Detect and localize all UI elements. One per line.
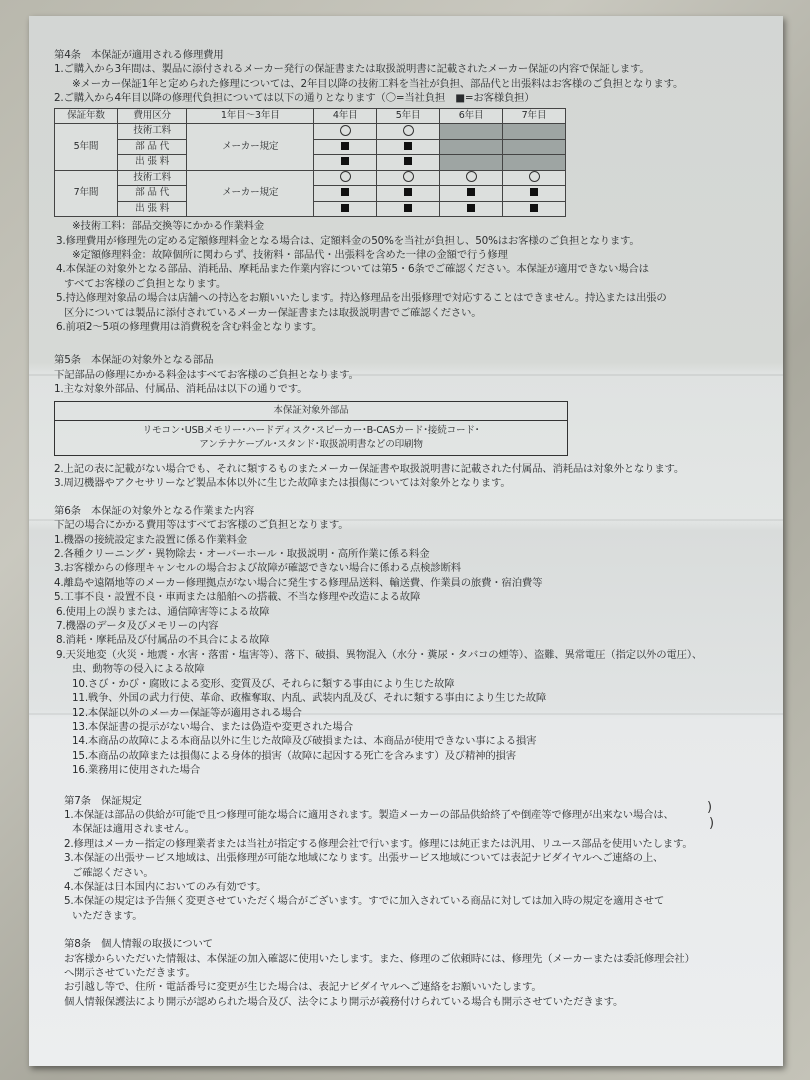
article6-item: 2.各種クリーニング・異物除去・オーバーホール・取扱説明・高所作業に係る料金 — [54, 548, 430, 561]
article8-line: お客様からいただいた情報は、本保証の加入確認に使用いたします。また、修理のご依頼時には、修理先（メーカーまたは委託修理会社） — [64, 952, 695, 965]
circle-icon — [340, 171, 351, 182]
cost-category: 出 張 料 — [117, 201, 186, 217]
article6-item: 6.使用上の誤りまたは、通信障害等による故障 — [56, 605, 270, 618]
article6-item: 1.機器の接続設定また設置に係る作業料金 — [54, 533, 247, 546]
excluded-parts-line: アンテナケーブル･スタンド･取扱説明書などの印刷物 — [199, 439, 423, 450]
circle-icon — [403, 125, 414, 136]
table-header-row — [55, 108, 566, 124]
article4-item4: 4.本保証の対象外となる部品、消耗品、摩耗品また作業内容については第5・6条でご確認ください。本保証が適用できない場合は — [56, 263, 649, 276]
article6-item: 9.天災地変（火災・地震・水害・落雷・塩害等）、落下、破損、異物混入（水分・糞尿・タバコの煙等）、盗難、異常電圧（指定以外の電圧）、 — [56, 648, 703, 661]
article6-item: 8.消耗・摩耗品及び付属品の不具合による故障 — [56, 634, 270, 647]
excluded-parts-line: リモコン･USBメモリー･ハードディスク･スピーカー･B-CASカード･接続コード･ — [142, 425, 480, 436]
filled-square-icon — [341, 142, 349, 150]
article7-line: 5.本保証の規定は予告無く変更させていただく場合がございます。すでに加入されている商品に対しては加入時の規定を適用させて — [64, 895, 665, 908]
article5-item2: 2.上記の表に記載がない場合でも、それに類するものまたメーカー保証書や取扱説明書に記載された付属品、消耗品は対象外となります。 — [54, 463, 685, 475]
filled-square-icon — [404, 188, 412, 196]
customer-pays-cell — [314, 201, 377, 217]
article5-item3: 3.周辺機器やアクセサリーなど製品本体以外に生じた故障または損傷については対象外となります。 — [54, 477, 511, 490]
not-applicable-cell — [503, 124, 566, 140]
cost-category: 部 品 代 — [117, 139, 186, 155]
header-cell: 5年目 — [377, 108, 440, 124]
years1-3-coverage: メーカー規定 — [187, 124, 314, 171]
article7-line: 3.本保証の出張サービス地域は、出張修理が可能な地域になります。出張サービス地域については表記ナビダイヤルへご連絡の上、 — [64, 852, 664, 865]
article6-item: 7.機器のデータ及びメモリーの内容 — [56, 620, 219, 633]
article8-line: へ開示させていただきます。 — [64, 967, 196, 979]
plan-period: 5年間 — [55, 124, 118, 171]
customer-pays-cell — [440, 201, 503, 217]
article7-line: いただきます。 — [72, 909, 143, 922]
not-applicable-cell — [440, 139, 503, 155]
filled-square-icon — [341, 204, 349, 212]
article6-heading: 第6条 本保証の対象外となる作業また内容 — [54, 504, 255, 517]
not-applicable-cell — [440, 124, 503, 140]
repair-cost-table — [54, 108, 566, 218]
years1-3-coverage: メーカー規定 — [187, 170, 314, 217]
article4-heading: 第4条 本保証が適用される修理費用 — [54, 49, 224, 61]
warranty-document-page — [29, 16, 783, 1066]
circle-icon — [340, 125, 351, 136]
customer-pays-cell — [377, 155, 440, 171]
filled-square-icon — [341, 188, 349, 196]
company-pays-cell — [503, 170, 566, 186]
article7-line: ご確認ください。 — [72, 866, 154, 879]
article6-item-cont: 虫、動物等の侵入による故障 — [72, 663, 205, 676]
header-cell: 7年目 — [503, 108, 566, 124]
article6-intro: 下記の場合にかかる費用等はすべてお客様のご負担となります。 — [54, 519, 349, 532]
article6-item: 12.本保証以外のメーカー保証等が適用される場合 — [72, 706, 302, 719]
filled-square-icon — [404, 204, 412, 212]
article6-item: 16.業務用に使用された場合 — [72, 764, 201, 777]
company-pays-cell — [314, 124, 377, 140]
article6-item: 13.本保証書の提示がない場合、または偽造や変更された場合 — [72, 720, 353, 733]
article6-item: 11.戦争、外国の武力行使、革命、政権奪取、内乱、武装内乱及び、それに類する事由により生じた故障 — [72, 692, 547, 705]
article6-item: 14.本商品の故障による本商品以外に生じた故障及び破損または、本商品が使用できない事による損害 — [72, 735, 537, 748]
article4-item6: 6.前項2～5項の修理費用は消費税を含む料金となります。 — [56, 320, 323, 333]
article7-line: 4.本保証は日本国内においてのみ有効です。 — [64, 880, 267, 893]
customer-pays-cell — [314, 186, 377, 202]
header-cell: 保証年数 — [55, 108, 118, 124]
customer-pays-cell — [377, 139, 440, 155]
article5-item1: 1.主な対象外部品、付属品、消耗品は以下の通りです。 — [54, 383, 308, 396]
filled-square-icon — [530, 204, 538, 212]
customer-pays-cell — [440, 186, 503, 202]
company-pays-cell — [377, 170, 440, 186]
article5-intro: 下記部品の修理にかかる料金はすべてお客様のご負担となります。 — [54, 368, 359, 381]
customer-pays-cell — [503, 201, 566, 217]
filled-square-icon — [467, 204, 475, 212]
header-cell: 6年目 — [440, 108, 503, 124]
article4-item5: 5.持込修理対象品の場合は店舗への持込をお願いいたします。持込修理品を出張修理で対応することはできません。持込または出張の — [56, 292, 667, 305]
company-pays-cell — [440, 170, 503, 186]
excluded-parts-title: 本保証対象外部品 — [55, 402, 567, 421]
cost-category: 技術工料 — [117, 170, 186, 186]
circle-icon — [529, 171, 540, 182]
header-cell: 費用区分 — [117, 108, 186, 124]
table-row — [55, 124, 566, 140]
article4-item5-cont: 区分については製品に添付されているメーカー保証書または取扱説明書でご確認ください。 — [64, 306, 482, 319]
article4-item3: 3.修理費用が修理先の定める定額修理料金となる場合は、定額料金の50%を当社が負担し、50%はお客様のご負担となります。 — [56, 234, 640, 247]
pen-mark: ) — [707, 800, 713, 815]
filled-square-icon — [467, 188, 475, 196]
excluded-parts-table — [54, 401, 568, 456]
article5-heading: 第5条 本保証の対象外となる部品 — [54, 354, 214, 367]
article6-item: 10.さび・かび・腐敗による変形、変質及び、それらに類する事由により生じた故障 — [72, 677, 455, 690]
article6-item: 4.離島や遠隔地等のメーカー修理拠点がない場合に発生する修理品送料、輸送費、作業員の旅費・宿泊費等 — [54, 576, 543, 589]
company-pays-cell — [314, 170, 377, 186]
article4-item3-note: ※定額修理料金：故障個所に関わらず、技術料・部品代・出張料を含めた一律の金額で行う修理 — [72, 248, 508, 261]
customer-pays-cell — [377, 186, 440, 202]
cost-category: 技術工料 — [117, 124, 186, 140]
article8-line: お引越し等で、住所・電話番号に変更が生じた場合は、表記ナビダイヤルへご連絡をお願いいたします。 — [64, 981, 542, 994]
article7-line: 1.本保証は部品の供給が可能で且つ修理可能な場合に適用されます。製造メーカーの部品供給終了や倒産等で修理が出来ない場合は、 — [64, 808, 674, 821]
not-applicable-cell — [503, 155, 566, 171]
cost-category: 出 張 料 — [117, 155, 186, 171]
article4-item1: 1.ご購入から3年間は、製品に添付されるメーカー発行の保証書または取扱説明書に記載されたメーカー保証の内容で保証します。 — [54, 63, 650, 76]
pen-mark: ) — [709, 816, 715, 831]
filled-square-icon — [341, 157, 349, 165]
article4-item2: 2.ご購入から4年目以降の修理代負担については以下の通りとなります（〇=当社負担 ■=お客様負担） — [54, 92, 535, 105]
excluded-parts-list — [55, 421, 567, 455]
customer-pays-cell — [377, 201, 440, 217]
circle-icon — [466, 171, 477, 182]
filled-square-icon — [404, 157, 412, 165]
article4-item4-cont: すべてお客様のご負担となります。 — [64, 277, 227, 290]
table-note: ※技術工料：部品交換等にかかる作業料金 — [72, 220, 264, 233]
header-cell: 1年目～3年目 — [187, 108, 314, 124]
article8-heading: 第8条 個人情報の取扱について — [64, 938, 213, 951]
article7-heading: 第7条 保証規定 — [64, 794, 142, 807]
table-row — [55, 170, 566, 186]
filled-square-icon — [404, 142, 412, 150]
article4-item1-note: ※メーカー保証1年と定められた修理については、2年目以降の技術工料を当社が負担、部品代と出張料はお客様のご負担となります。 — [72, 77, 684, 90]
customer-pays-cell — [314, 155, 377, 171]
article8-line: 個人情報保護法により開示が認められた場合及び、法令により開示が義務付けられている場合も開示させていただきます。 — [64, 995, 624, 1008]
company-pays-cell — [377, 124, 440, 140]
customer-pays-cell — [314, 139, 377, 155]
filled-square-icon — [530, 188, 538, 196]
article6-item: 5.工事不良・設置不良・車両または船舶への搭載、不当な修理や改造による故障 — [54, 591, 421, 604]
article6-item: 15.本商品の故障または損傷による身体的損害（故障に起因する死亡を含みます）及び精神的損害 — [72, 749, 516, 762]
circle-icon — [403, 171, 414, 182]
plan-period: 7年間 — [55, 170, 118, 217]
cost-category: 部 品 代 — [117, 186, 186, 202]
not-applicable-cell — [503, 139, 566, 155]
customer-pays-cell — [503, 186, 566, 202]
article7-line: 2.修理はメーカー指定の修理業者または当社が指定する修理会社で行います。修理には純正または汎用、リユース部品を使用いたします。 — [64, 837, 693, 850]
header-cell: 4年目 — [314, 108, 377, 124]
not-applicable-cell — [440, 155, 503, 171]
article6-item: 3.お客様からの修理キャンセルの場合および故障が確認できない場合に係わる点検診断料 — [54, 562, 461, 575]
article7-line: 本保証は適用されません。 — [72, 823, 195, 836]
document-body — [54, 48, 765, 1009]
